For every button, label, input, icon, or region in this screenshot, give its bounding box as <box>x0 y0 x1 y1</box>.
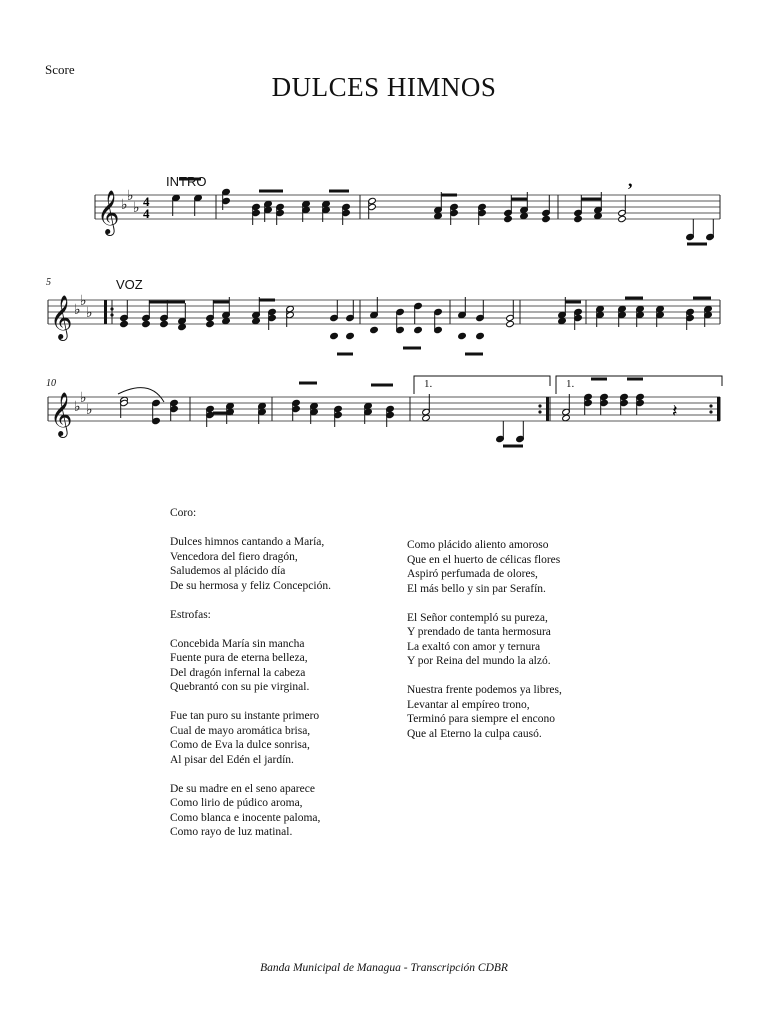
verse-stanza <box>407 683 562 741</box>
lyric-line: Como lirio de púdico aroma, <box>170 797 303 809</box>
music-staff-system-3 <box>0 372 768 462</box>
repeat-dot <box>538 404 541 407</box>
note-head <box>506 320 515 327</box>
lyric-line: Al pisar del Edén el jardín. <box>170 753 294 766</box>
note-head <box>434 212 443 219</box>
flat-icon: ♭ <box>86 402 93 418</box>
treble-clef-icon: 𝄞 <box>97 190 120 234</box>
verses-heading: Estrofas: <box>170 608 211 621</box>
note-head <box>422 414 431 421</box>
note-head <box>504 215 513 222</box>
note-head <box>618 215 627 222</box>
note-head <box>222 317 231 324</box>
flat-icon: ♭ <box>80 293 87 309</box>
lyric-line: Concebida María sin mancha <box>170 637 305 650</box>
chorus-stanza <box>170 535 331 593</box>
lyric-line: Quebrantó con su pie virginal. <box>170 681 310 693</box>
lyric-line: De su madre en el seno aparece <box>170 782 315 795</box>
flat-icon: ♭ <box>80 390 87 406</box>
flat-icon: ♭ <box>86 305 93 321</box>
lyric-line: Fuente pura de eterna belleza, <box>170 652 308 664</box>
repeat-dot <box>110 313 113 316</box>
time-signature-numerator: 4 <box>143 194 150 209</box>
lyric-line: Del dragón infernal la cabeza <box>170 666 306 679</box>
page-title: DULCES HIMNOS <box>271 72 497 102</box>
note-head <box>476 332 485 339</box>
lyrics-left-column <box>170 506 331 854</box>
flat-icon: ♭ <box>74 399 81 415</box>
note-head <box>574 215 583 222</box>
lyric-line: De su hermosa y feliz Concepción. <box>170 579 331 592</box>
music-staff-system-1 <box>0 170 768 260</box>
footer-credit: Banda Municipal de Managua - Transcripción CDBR <box>260 962 508 974</box>
verse-stanza <box>170 782 331 840</box>
lyric-line: Aspiró perfumada de olores, <box>407 568 538 580</box>
flat-icon: ♭ <box>121 197 128 213</box>
lyric-line: Y prendado de tanta hermosura <box>407 626 551 638</box>
breath-mark-icon: , <box>628 170 633 190</box>
section-mark-intro: INTRO <box>166 174 207 189</box>
lyric-line: Levantar al empíreo trono, <box>407 698 530 711</box>
first-ending-bracket <box>414 376 550 394</box>
note-head <box>178 323 187 330</box>
note-head <box>330 332 339 339</box>
lyric-line: Vencedora del fiero dragón, <box>170 550 298 563</box>
final-barline <box>717 397 720 421</box>
repeat-dot <box>709 404 712 407</box>
repeat-dot <box>709 410 712 413</box>
verse-stanza <box>407 538 562 596</box>
lyric-line: Saludemos al plácido día <box>170 565 286 577</box>
lyric-line: Nuestra frente podemos ya libres, <box>407 684 562 696</box>
verse-stanza <box>407 611 562 669</box>
note-head <box>346 332 355 339</box>
lyric-line: Fue tan puro su instante primero <box>170 710 320 722</box>
bar-number-5: 5 <box>46 277 51 288</box>
repeat-dot <box>110 307 113 310</box>
bar-number-10: 10 <box>46 378 56 389</box>
note-head <box>562 414 571 421</box>
flat-icon: ♭ <box>127 188 134 204</box>
note-head <box>370 326 379 333</box>
lyric-line: Como de Eva la dulce sonrisa, <box>170 739 310 751</box>
note-head <box>594 212 603 219</box>
quarter-rest-icon: 𝄽 <box>672 401 678 422</box>
lyric-line: Dulces himnos cantando a María, <box>170 536 325 548</box>
lyric-line: La exaltó con amor y ternura <box>407 640 541 653</box>
flat-icon: ♭ <box>74 302 81 318</box>
verse-stanza <box>170 709 331 767</box>
time-signature-denominator: 4 <box>143 206 150 221</box>
note-head <box>206 320 215 327</box>
note-head <box>252 317 261 324</box>
first-ending-label: 1. <box>424 378 433 390</box>
treble-clef-icon: 𝄞 <box>50 392 73 436</box>
lyric-line: Terminó para siempre el encono <box>407 713 555 725</box>
repeat-dot <box>538 410 541 413</box>
music-staff-system-2 <box>0 275 768 365</box>
lyrics-right-column <box>407 538 562 756</box>
second-ending-label: 1. <box>566 378 575 390</box>
lyric-line: Que al Eterno la culpa causó. <box>407 727 542 740</box>
lyric-line: Como plácido aliento amoroso <box>407 539 549 551</box>
flat-icon: ♭ <box>133 200 140 216</box>
treble-clef-icon: 𝄞 <box>50 295 73 339</box>
lyric-line: Como rayo de luz matinal. <box>170 826 293 838</box>
section-mark-voz: VOZ <box>116 277 143 292</box>
note-head <box>520 212 529 219</box>
lyric-line: Y por Reina del mundo la alzó. <box>407 655 551 667</box>
lyric-line: Como blanca e inocente paloma, <box>170 811 321 824</box>
lyric-line: Cual de mayo aromática brisa, <box>170 724 311 737</box>
verse-stanza <box>170 637 331 695</box>
note-head <box>458 332 467 339</box>
chorus-heading: Coro: <box>170 507 197 519</box>
repeat-barline <box>104 300 107 324</box>
repeat-barline <box>546 397 549 421</box>
score-label: Score <box>45 62 75 77</box>
lyric-line: El más bello y sin par Serafín. <box>407 582 546 595</box>
note-head <box>120 320 129 327</box>
note-head <box>414 326 423 333</box>
lyric-line: Que en el huerto de célicas flores <box>407 553 561 566</box>
note-head <box>142 320 151 327</box>
lyric-line: El Señor contempló su pureza, <box>407 611 548 624</box>
note-head <box>558 317 567 324</box>
note-head <box>160 320 169 327</box>
note-head <box>542 215 551 222</box>
